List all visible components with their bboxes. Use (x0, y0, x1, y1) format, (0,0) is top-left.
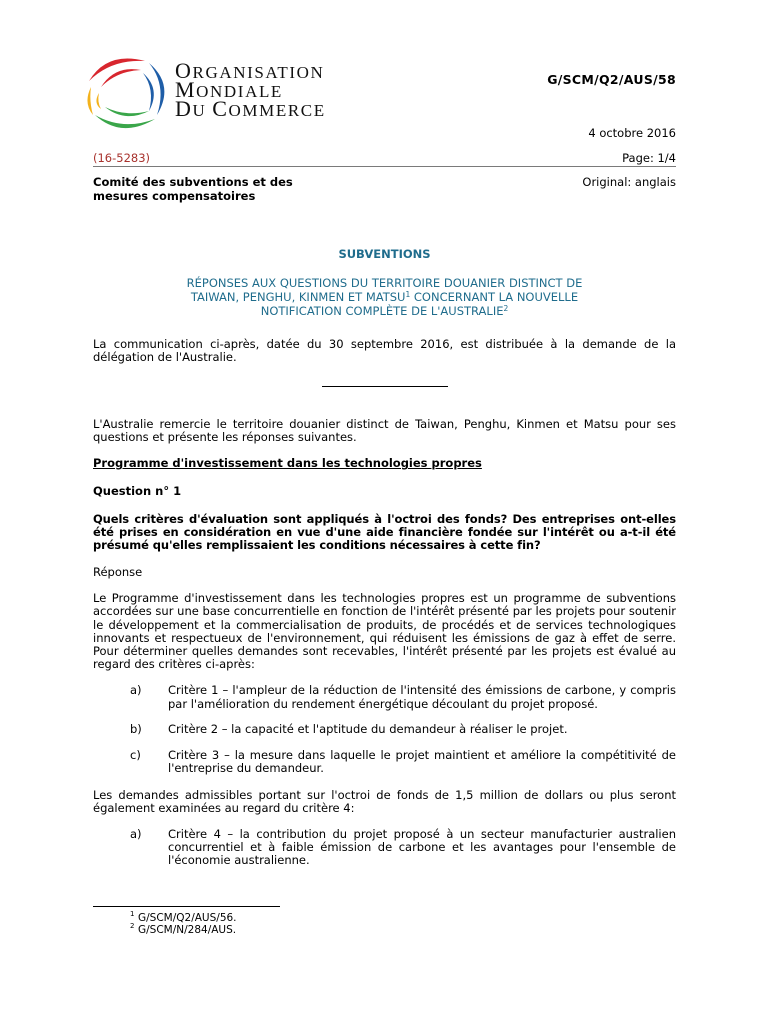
page-number: Page: 1/4 (622, 151, 676, 165)
footnote-text: G/SCM/N/284/AUS. (138, 924, 237, 936)
list-item-text: Critère 4 – la contribution du projet proposé à un secteur manufacturier australien concurrentiel et à faible émission de carbone et les avantages pour l'ensemble de l'économie australienne. (168, 826, 676, 868)
intro-paragraph: La communication ci-après, datée du 30 septembre 2016, est distribuée à la demande de la délégation de l'Australie. (93, 337, 676, 365)
committee-name-line-2: mesures compensatoires (93, 188, 256, 203)
title-line-1: RÉPONSES AUX QUESTIONS DU TERRITOIRE DOUANIER DISTINCT DE (186, 276, 583, 290)
list-item-text: Critère 2 – la capacité et l'aptitude du demandeur à réaliser le projet. (168, 722, 568, 737)
header-divider (93, 166, 676, 167)
logo-name-word-commerce: COMMERCE (212, 96, 326, 121)
list-item-label: a) (130, 826, 142, 841)
organization-name-logo (175, 58, 326, 121)
footnote-ref-2: 2 (503, 304, 509, 313)
footnote (93, 912, 676, 924)
title-line-2-text: TAIWAN, PENGHU, KINMEN ET MATSU (190, 290, 406, 304)
footnote (93, 924, 676, 936)
title-line-3-text: NOTIFICATION COMPLÈTE DE L'AUSTRALIE (260, 304, 504, 318)
logo-arc-green-inner (105, 107, 149, 116)
criteria-list (93, 684, 676, 775)
list-item (93, 749, 676, 776)
thanks-paragraph: L'Australie remercie le territoire douanier distinct de Taiwan, Penghu, Kinmen et Matsu pour ses questions et présente les réponses suivantes. (93, 416, 676, 444)
list-item (93, 828, 676, 868)
logo-name-word-du: DU (175, 96, 207, 121)
list-item-label: c) (130, 748, 141, 763)
document-date: 4 octobre 2016 (588, 126, 676, 140)
logo-name-line-1: ORGANISATION (175, 58, 325, 83)
list-item-label: b) (130, 722, 142, 737)
list-item-text: Critère 1 – l'ampleur de la réduction de l'intensité des émissions de carbone, y compris par l'amélioration du rendement énergétique découlant du projet proposé. (168, 683, 676, 711)
document-body (93, 248, 676, 868)
footnote-text: G/SCM/Q2/AUS/56. (138, 912, 237, 924)
document-symbol: G/SCM/Q2/AUS/58 (547, 72, 676, 87)
footnote-ref-1: 1 (405, 290, 411, 299)
logo-arc-yellow-inner (96, 93, 101, 109)
logo-arc-blue-inner (143, 73, 154, 111)
logo-name-line-3 (175, 96, 326, 121)
original-language: Original: anglais (582, 175, 676, 189)
logo-arc-red-inner (101, 69, 141, 87)
document-title (93, 276, 676, 318)
list-item-text: Critère 3 – la mesure dans laquelle le projet maintient et améliore la compétitivité de l'entreprise du demandeur. (168, 748, 676, 776)
list-item (93, 723, 676, 736)
answer-label: Réponse (93, 565, 143, 580)
committee-name (93, 176, 293, 203)
additional-criteria-list (93, 828, 676, 868)
footnote-divider (93, 906, 280, 907)
wto-logo-icon (85, 55, 167, 131)
separator-rule (322, 386, 448, 387)
title-line-3 (93, 304, 676, 318)
job-number: (16-5283) (93, 151, 151, 165)
footnote-number: 1 (130, 910, 135, 918)
document-subject: SUBVENTIONS (338, 247, 431, 261)
committee-name-line-1: Comité des subventions et des (93, 175, 293, 189)
title-line-2 (93, 290, 676, 304)
title-line-2-rest: CONCERNANT LA NOUVELLE (410, 290, 579, 304)
answer-paragraph: Le Programme d'investissement dans les technologies propres est un programme de subventions accordées sur une base concurrentielle en fonction de l'intérêt présenté par les projets pour soutenir le développement et la commercialisation de produits, de procédés et de services technologiques innovants et respectueux de l'environnement, qui réduisent les émissions de gaz à effet de serre. Pour déterminer quelles demandes sont recevables, l'intérêt présenté par les projets est évalué au regard des critères ci-après: (93, 590, 676, 672)
footnotes (93, 906, 676, 936)
large-grants-paragraph: Les demandes admissibles portant sur l'octroi de fonds de 1,5 million de dollars ou plus seront également examinées au regard du critère 4: (93, 787, 676, 816)
list-item-label: a) (130, 683, 142, 698)
footnote-number: 2 (130, 922, 135, 930)
question-label: Question n° 1 (93, 483, 182, 498)
logo-arc-yellow-outer (87, 87, 93, 115)
logo-name-line-2: MONDIALE (175, 77, 283, 102)
list-item (93, 684, 676, 711)
section-heading: Programme d'investissement dans les technologies propres (93, 456, 482, 471)
logo-arc-green-outer (95, 115, 155, 128)
question-text: Quels critères d'évaluation sont appliqués à l'octroi des fonds? Des entreprises ont-elles été prises en considération en vue d'une aide financière fondée sur l'intérêt ou a-t-il été présumé qu'elles remplissaient les conditions nécessaires à cette fin? (93, 511, 676, 553)
